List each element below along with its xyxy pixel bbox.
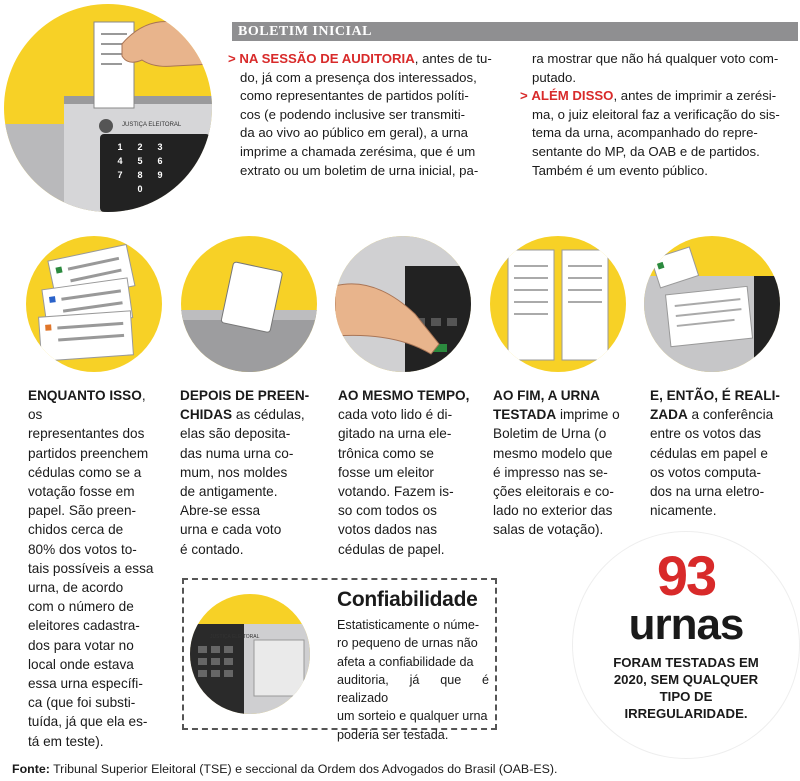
highlight-unit: urnas: [628, 600, 744, 649]
ballot-papers-illustration: [26, 236, 162, 372]
step-1-text: ENQUANTO ISSO, os representantes dos partidos preenchem cédulas como se a votação fosse em papel. São preen- chidos cerca de 80% dos votos to- tais possíveis a essa urna, de acordo com o número de eleitores cadastra- dos para votar no local onde estava essa urna específi- ca (que foi substi- tuída, já que ela es- tá em teste).: [28, 388, 154, 749]
step-4-text: AO FIM, A URNA TESTADA imprime o Boletim de Urna (o mesmo modelo que é impresso nas se- ções eleitorais e co- lado no exterior das salas de votação).: [493, 388, 620, 538]
section-header: BOLETIM INICIAL: [232, 22, 798, 41]
key: 4: [117, 156, 123, 166]
intro-line: da ao vivo ao público em geral), a urna: [240, 125, 468, 141]
intro-column-left: [228, 50, 496, 180]
highlight-circle: [573, 532, 799, 758]
intro-line: sentante do MP, da OAB e de partidos.: [532, 143, 760, 159]
key: 8: [137, 170, 143, 180]
confiabilidade-box: [182, 578, 497, 742]
source-note: Fonte: Tribunal Superior Eleitoral (TSE) e seccional da Ordem dos Advogados do Brasil (OAB-ES).: [12, 762, 558, 776]
intro-line: extrato ou um boletim de urna inicial, pa-: [240, 162, 479, 178]
intro-line: putado.: [532, 69, 576, 85]
step-lead: AO FIM, A URNA TESTADA: [493, 388, 600, 423]
key: 9: [157, 170, 163, 180]
step-lead: AO MESMO TEMPO,: [338, 388, 470, 403]
source-label: Fonte:: [12, 762, 50, 776]
intro-line: > ALÉM DISSO, antes de imprimir a zerési-: [520, 88, 777, 104]
key: 1: [117, 142, 123, 152]
intro-line: Também é um evento público.: [532, 162, 708, 178]
intro-line: ma, o juiz eleitoral faz a verificação do sis-: [532, 106, 780, 122]
key: 3: [157, 142, 163, 152]
step-5-text: E, ENTÃO, É REALI- ZADA a conferência entre os votos das cédulas em papel e os votos computa- dos na urna eletro- nicamente.: [650, 388, 780, 519]
highlight-number: 93: [656, 544, 716, 607]
typing-vote-illustration: [335, 236, 471, 372]
key: 6: [157, 156, 163, 166]
intro-lead-1: NA SESSÃO DE AUDITORIA: [239, 51, 415, 66]
arrow-icon: >: [520, 88, 528, 104]
intro-line: tema da urna, acompanhado do repre-: [532, 125, 758, 141]
key: 7: [117, 170, 123, 180]
ballot-box-illustration: [181, 236, 317, 372]
step-2-text: DEPOIS DE PREEN- CHIDAS as cédulas, elas são deposita- das numa urna co- mum, nos moldes de antigamente. Abre-se essa urna e cada voto é contado.: [180, 388, 310, 557]
intro-line: imprime a chamada zerésima, que é um: [240, 143, 476, 159]
box-text: Estatisticamente o núme- ro pequeno de urnas não afeta a confiabilidade da auditoria, já que é realizado um sorteio e qualquer urna poderia ser testada.: [337, 618, 489, 742]
box-title: Confiabilidade: [337, 588, 478, 611]
intro-column-right: [520, 50, 796, 180]
intro-lead-2: ALÉM DISSO: [531, 88, 614, 104]
step-lead: DEPOIS DE PREEN- CHIDAS: [180, 388, 310, 423]
intro-line: do, já com a presença dos interessados,: [240, 69, 477, 85]
urna-illustration: [190, 594, 310, 714]
urna-label: JUSTIÇA ELEITORAL: [210, 634, 260, 640]
step-lead: ENQUANTO ISSO: [28, 388, 142, 403]
boletim-print-illustration: [490, 236, 626, 372]
step-3-text: AO MESMO TEMPO, cada voto lido é di- gitado na urna ele- trônica como se fosse um eleitor votando. Fazem is- so com todos os votos dados nas cédulas de papel.: [338, 388, 470, 557]
key: 2: [137, 142, 143, 152]
conference-illustration: [644, 236, 780, 372]
intro-line: como representantes de partidos políti-: [240, 88, 469, 104]
urna-print-illustration: [4, 4, 212, 212]
key: 5: [137, 156, 143, 166]
intro-line: ra mostrar que não há qualquer voto com-: [532, 51, 779, 66]
intro-line: > NA SESSÃO DE AUDITORIA, antes de tu-: [228, 51, 492, 66]
step-lead: E, ENTÃO, É REALI- ZADA: [650, 388, 780, 423]
arrow-icon: >: [228, 51, 236, 66]
keypad: [112, 142, 172, 194]
key: 0: [137, 184, 143, 194]
urna-label: JUSTIÇA ELEITORAL: [122, 122, 182, 128]
highlight-caption: FORAM TESTADAS EM 2020, SEM QUALQUER TIPO DE IRREGULARIDADE.: [613, 655, 759, 721]
intro-line: cos (e podendo inclusive ser transmiti-: [240, 106, 466, 122]
